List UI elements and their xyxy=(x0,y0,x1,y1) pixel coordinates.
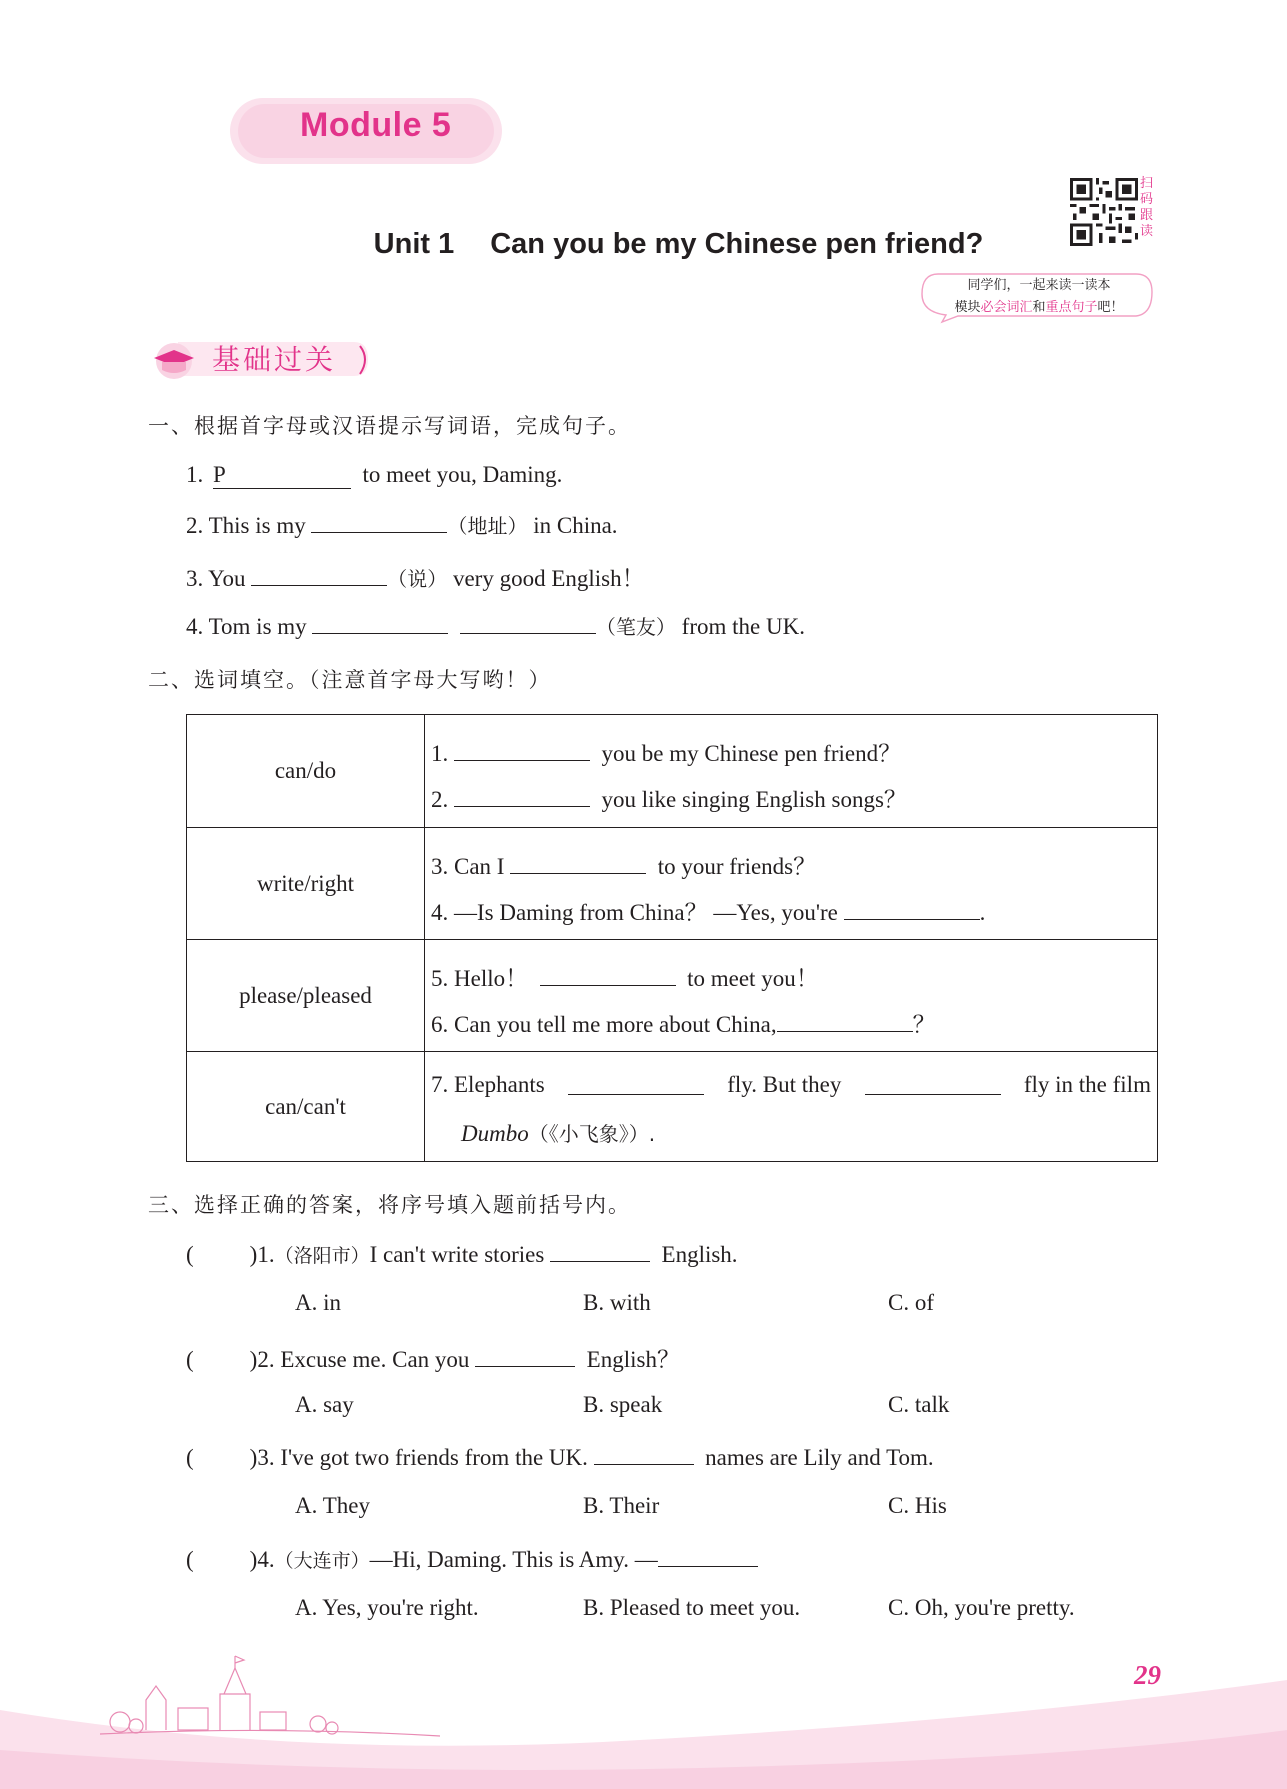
section3-heading: 三、选择正确的答案，将序号填入题前括号内。 xyxy=(148,1193,631,1217)
table-word-options: write/right xyxy=(187,828,425,939)
option-a[interactable]: A. They xyxy=(295,1493,370,1518)
speech-bubble-text xyxy=(928,275,1150,319)
table-sentence-7-cont: Dumbo（《小飞象》）. xyxy=(461,1121,656,1146)
table-blank[interactable] xyxy=(454,738,590,761)
s1-blank-4a[interactable] xyxy=(312,611,448,634)
table-blank[interactable] xyxy=(865,1072,1001,1095)
page-number: 29 xyxy=(1134,1660,1161,1690)
section1-heading: 一、根据首字母或汉语提示写词语，完成句子。 xyxy=(148,414,631,438)
option-b[interactable]: B. Pleased to meet you. xyxy=(583,1595,801,1620)
table-row xyxy=(187,827,1157,939)
table-sentence-7: 7. Elephants fly. But they fly in the film xyxy=(431,1072,1151,1097)
unit-number: Unit 1 xyxy=(373,228,455,260)
table-word-options: can/do xyxy=(187,715,425,827)
section-tag: 基础过关 xyxy=(212,343,337,376)
s1-blank-3[interactable] xyxy=(251,563,387,586)
table-sentence-5: 5. Hello！ to meet you！ xyxy=(431,960,819,993)
s1-blank-1[interactable]: P xyxy=(213,462,351,489)
s1-blank-4b[interactable] xyxy=(460,611,596,634)
question-blank[interactable] xyxy=(658,1544,758,1567)
table-row xyxy=(187,715,1157,827)
unit-title-text: Can you be my Chinese pen friend? xyxy=(490,228,984,260)
s1-item-1: 1. P to meet you, Daming. xyxy=(186,462,563,487)
s1-item-2: 2. This is my （地址） in China. xyxy=(186,510,618,539)
s1-item-3: 3. You （说） very good English！ xyxy=(186,560,645,593)
castle-illustration xyxy=(100,1650,440,1740)
table-blank[interactable] xyxy=(540,963,676,986)
s1-item-4: 4. Tom is my （笔友） from the UK. xyxy=(186,611,805,640)
table-blank[interactable] xyxy=(510,851,646,874)
option-b[interactable]: B. speak xyxy=(583,1392,663,1417)
table-sentence-2: 2. you like singing English songs？ xyxy=(431,781,907,814)
option-b[interactable]: B. with xyxy=(583,1290,651,1315)
question-blank[interactable] xyxy=(550,1239,650,1262)
option-a[interactable]: A. say xyxy=(295,1392,354,1417)
bubble-line-1: 同学们，一起来读一读本 xyxy=(967,278,1111,293)
bubble-line-2: 模块必会词汇和重点句子吧！ xyxy=(954,300,1124,315)
option-c[interactable]: C. His xyxy=(888,1493,947,1518)
question-4: ( )4.（大连市）—Hi, Daming. This is Amy. — xyxy=(186,1544,758,1573)
option-a[interactable]: A. in xyxy=(295,1290,341,1315)
option-c[interactable]: C. Oh, you're pretty. xyxy=(888,1595,1075,1620)
table-blank[interactable] xyxy=(844,897,980,920)
qr-code-icon[interactable] xyxy=(1070,178,1138,246)
question-2: ( )2. Excuse me. Can you English？ xyxy=(186,1341,680,1374)
table-row xyxy=(187,1051,1157,1161)
option-b[interactable]: B. Their xyxy=(583,1493,660,1518)
table-sentence-3: 3. Can I to your friends？ xyxy=(431,848,816,881)
question-blank[interactable] xyxy=(594,1442,694,1465)
table-word-options: please/pleased xyxy=(187,940,425,1051)
qr-label: 扫码跟读 xyxy=(1140,176,1154,239)
option-c[interactable]: C. of xyxy=(888,1290,934,1315)
question-blank[interactable] xyxy=(475,1344,575,1367)
table-sentence-6: 6. Can you tell me more about China, ？ xyxy=(431,1006,936,1039)
table-sentence-1: 1. you be my Chinese pen friend？ xyxy=(431,735,901,768)
module-title: Module 5 xyxy=(300,106,452,144)
question-3: ( )3. I've got two friends from the UK. names are Lily and Tom. xyxy=(186,1442,934,1471)
table-word-options: can/can't xyxy=(187,1052,425,1161)
table-sentence-4: 4. —Is Daming from China？ —Yes, you're . xyxy=(431,894,985,927)
table-blank[interactable] xyxy=(568,1072,704,1095)
table-blank[interactable] xyxy=(777,1009,913,1032)
word-choice-table xyxy=(186,714,1158,1162)
table-blank[interactable] xyxy=(454,784,590,807)
option-c[interactable]: C. talk xyxy=(888,1392,950,1417)
s1-blank-2[interactable] xyxy=(311,510,447,533)
table-row xyxy=(187,939,1157,1051)
section2-heading: 二、选词填空。（注意首字母大写哟！） xyxy=(148,668,552,692)
option-a[interactable]: A. Yes, you're right. xyxy=(295,1595,479,1620)
question-1: ( )1.（洛阳市）I can't write stories English. xyxy=(186,1239,738,1268)
